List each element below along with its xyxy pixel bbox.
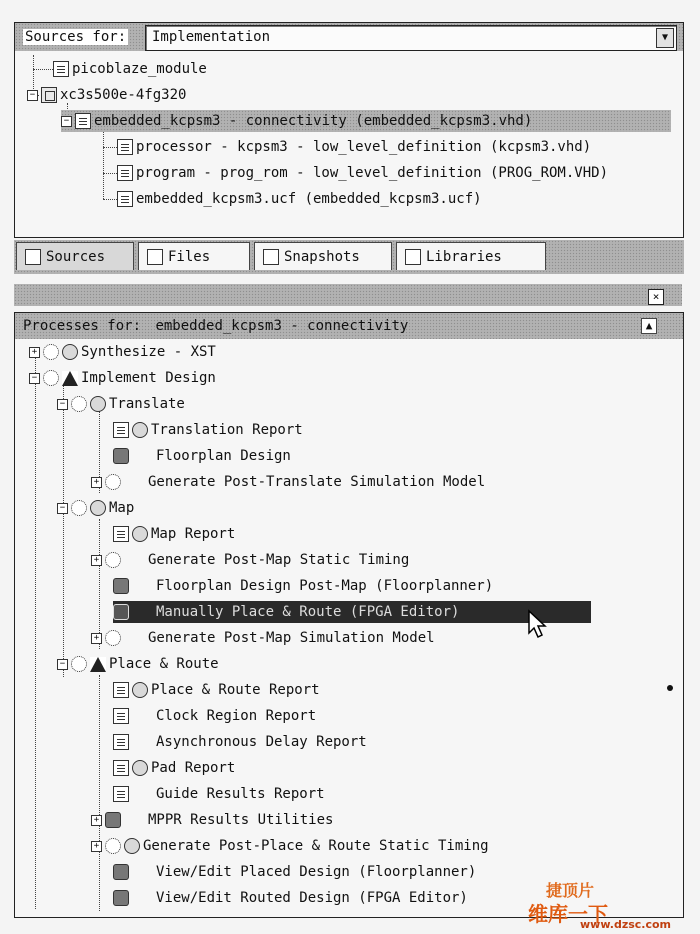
status-icon [132,526,148,542]
tree-item-device[interactable] [27,84,186,106]
process-post-map-timing[interactable] [91,549,409,571]
process-guide-results[interactable] [113,783,325,805]
floorplanner-icon [113,448,129,464]
report-icon [113,422,129,438]
tree-connector [33,69,53,70]
tree-connector [99,675,100,911]
tree-item-picoblaze[interactable] [53,58,207,80]
close-icon[interactable]: × [648,289,664,305]
module-icon [53,61,69,77]
process-label: Translation Report [151,422,303,438]
snapshots-icon [263,249,279,265]
warning-icon [62,371,78,386]
sources-panel [14,22,684,238]
process-icon [43,370,59,386]
process-label: Place & Route Report [151,682,320,698]
process-floorplan-post-map[interactable] [113,575,493,597]
process-label: Clock Region Report [156,708,317,724]
process-map-report[interactable] [113,523,235,545]
process-synthesize[interactable] [29,341,216,363]
tree-connector [103,173,117,174]
process-icon [105,630,121,646]
vhdl-file-icon [117,165,133,181]
status-icon [132,760,148,776]
process-label: Generate Post-Map Simulation Model [148,630,435,646]
report-icon [113,786,129,802]
status-icon [132,682,148,698]
report-icon [113,760,129,776]
process-mppr-utilities[interactable] [91,809,333,831]
scroll-up-icon[interactable]: ▲ [641,318,657,334]
report-icon [113,708,129,724]
tree-item-program[interactable] [117,162,608,184]
tab-label: Sources [46,248,106,265]
process-pad-report[interactable] [113,757,235,779]
tree-item-label: embedded_kcpsm3.ucf (embedded_kcpsm3.ucf) [136,191,482,207]
watermark-top: 捷顶片 [546,881,595,900]
tree-connector [103,131,104,199]
status-icon [90,396,106,412]
process-icon [71,656,87,672]
collapse-icon[interactable]: − [57,399,68,410]
tab-libraries[interactable] [396,242,546,270]
process-label: Asynchronous Delay Report [156,734,367,750]
expand-icon[interactable]: + [91,841,102,852]
warning-icon [90,657,106,672]
process-post-translate-sim[interactable] [91,471,485,493]
tree-item-label: xc3s500e-4fg320 [60,87,187,103]
process-manual-place-route[interactable] [113,601,591,623]
libraries-icon [405,249,421,265]
process-view-placed[interactable] [113,861,476,883]
collapse-icon[interactable]: − [29,373,40,384]
vhdl-file-icon [75,113,91,129]
tree-connector [63,385,64,677]
processes-for-label [23,318,408,334]
report-icon [113,734,129,750]
process-icon [43,344,59,360]
status-icon [124,838,140,854]
process-label: Generate Post-Map Static Timing [148,552,410,568]
panel-tabs [14,240,684,274]
sources-for-label: Sources for: [25,29,127,45]
process-icon [105,474,121,490]
utilities-icon [105,812,121,828]
process-icon [71,396,87,412]
status-icon [62,344,78,360]
tab-label: Files [168,248,211,265]
process-label: Floorplan Design [156,448,291,464]
chip-icon [41,87,57,103]
ucf-file-icon [117,191,133,207]
collapse-icon[interactable]: − [27,90,38,101]
process-implement-design[interactable] [29,367,216,389]
tree-item-label: program - prog_rom - low_level_definition (PROG_ROM.VHD) [136,165,609,181]
process-label: View/Edit Routed Design (FPGA Editor) [156,890,468,906]
process-view-routed[interactable] [113,887,468,909]
tab-sources[interactable] [16,242,134,270]
process-post-par-timing[interactable] [91,835,489,857]
processes-for-value: embedded_kcpsm3 - connectivity [155,318,409,334]
expand-icon[interactable]: + [29,347,40,358]
tree-item-ucf[interactable] [117,188,482,210]
fpga-editor-icon [113,604,129,620]
vhdl-file-icon [117,139,133,155]
sources-for-dropdown[interactable] [145,25,677,51]
tree-item-processor[interactable] [117,136,591,158]
tree-connector [35,349,36,909]
process-label: Guide Results Report [156,786,325,802]
tab-label: Snapshots [284,248,360,265]
process-label: Map Report [151,526,236,542]
sources-icon [25,249,41,265]
process-label: MPPR Results Utilities [148,812,334,828]
process-icon [105,838,121,854]
processes-titlebar [14,284,682,306]
process-label: Generate Post-Place & Route Static Timing [143,838,489,854]
files-icon [147,249,163,265]
status-icon [132,422,148,438]
process-icon [71,500,87,516]
floorplanner-icon [113,864,129,880]
expand-icon[interactable]: + [91,633,102,644]
expand-icon[interactable]: + [91,477,102,488]
mouse-cursor-icon [527,609,549,639]
fpga-editor-icon [113,890,129,906]
collapse-icon[interactable]: − [57,503,68,514]
tree-connector [103,147,117,148]
processes-for-text: Processes for: [23,318,142,334]
process-clock-region-report[interactable] [113,705,316,727]
expand-icon[interactable]: + [91,555,102,566]
processes-panel [14,312,684,918]
tree-item-top-module[interactable] [61,110,671,132]
process-label: Map [109,500,135,516]
process-label: Manually Place & Route (FPGA Editor) [156,604,460,620]
process-par-report[interactable] [113,679,320,701]
process-place-route[interactable] [57,653,219,675]
floorplanner-icon [113,578,129,594]
process-label: Generate Post-Translate Simulation Model [148,474,486,490]
process-floorplan-design[interactable] [113,445,291,467]
process-label: Translate [109,396,185,412]
collapse-icon[interactable]: − [57,659,68,670]
process-label: Synthesize - XST [81,344,216,360]
report-icon [113,526,129,542]
report-icon [113,682,129,698]
sources-for-value: Implementation [152,29,271,45]
scrollbar-thumb[interactable] [667,685,673,691]
process-map[interactable] [57,497,134,519]
tab-label: Libraries [426,248,502,265]
tree-connector [103,199,117,200]
process-translation-report[interactable] [113,419,303,441]
process-translate[interactable] [57,393,185,415]
watermark-main: 维库一下 [528,902,608,926]
process-post-map-sim[interactable] [91,627,435,649]
process-label: Floorplan Design Post-Map (Floorplanner) [156,578,494,594]
tab-snapshots[interactable] [254,242,392,270]
process-label: Pad Report [151,760,236,776]
tree-item-label: embedded_kcpsm3 - connectivity (embedded_kcpsm3.vhd) [94,113,533,129]
process-icon [105,552,121,568]
tab-files[interactable] [138,242,250,270]
collapse-icon[interactable]: − [61,116,72,127]
tree-item-label: processor - kcpsm3 - low_level_definition (kcpsm3.vhd) [136,139,592,155]
process-async-delay-report[interactable] [113,731,367,753]
status-icon [90,500,106,516]
process-label: Implement Design [81,370,216,386]
process-label: View/Edit Placed Design (Floorplanner) [156,864,477,880]
watermark-url: www.dzsc.com [580,918,672,931]
tree-item-label: picoblaze_module [72,61,207,77]
process-label: Place & Route [109,656,219,672]
chevron-down-icon[interactable]: ▼ [656,28,674,48]
expand-icon[interactable]: + [91,815,102,826]
